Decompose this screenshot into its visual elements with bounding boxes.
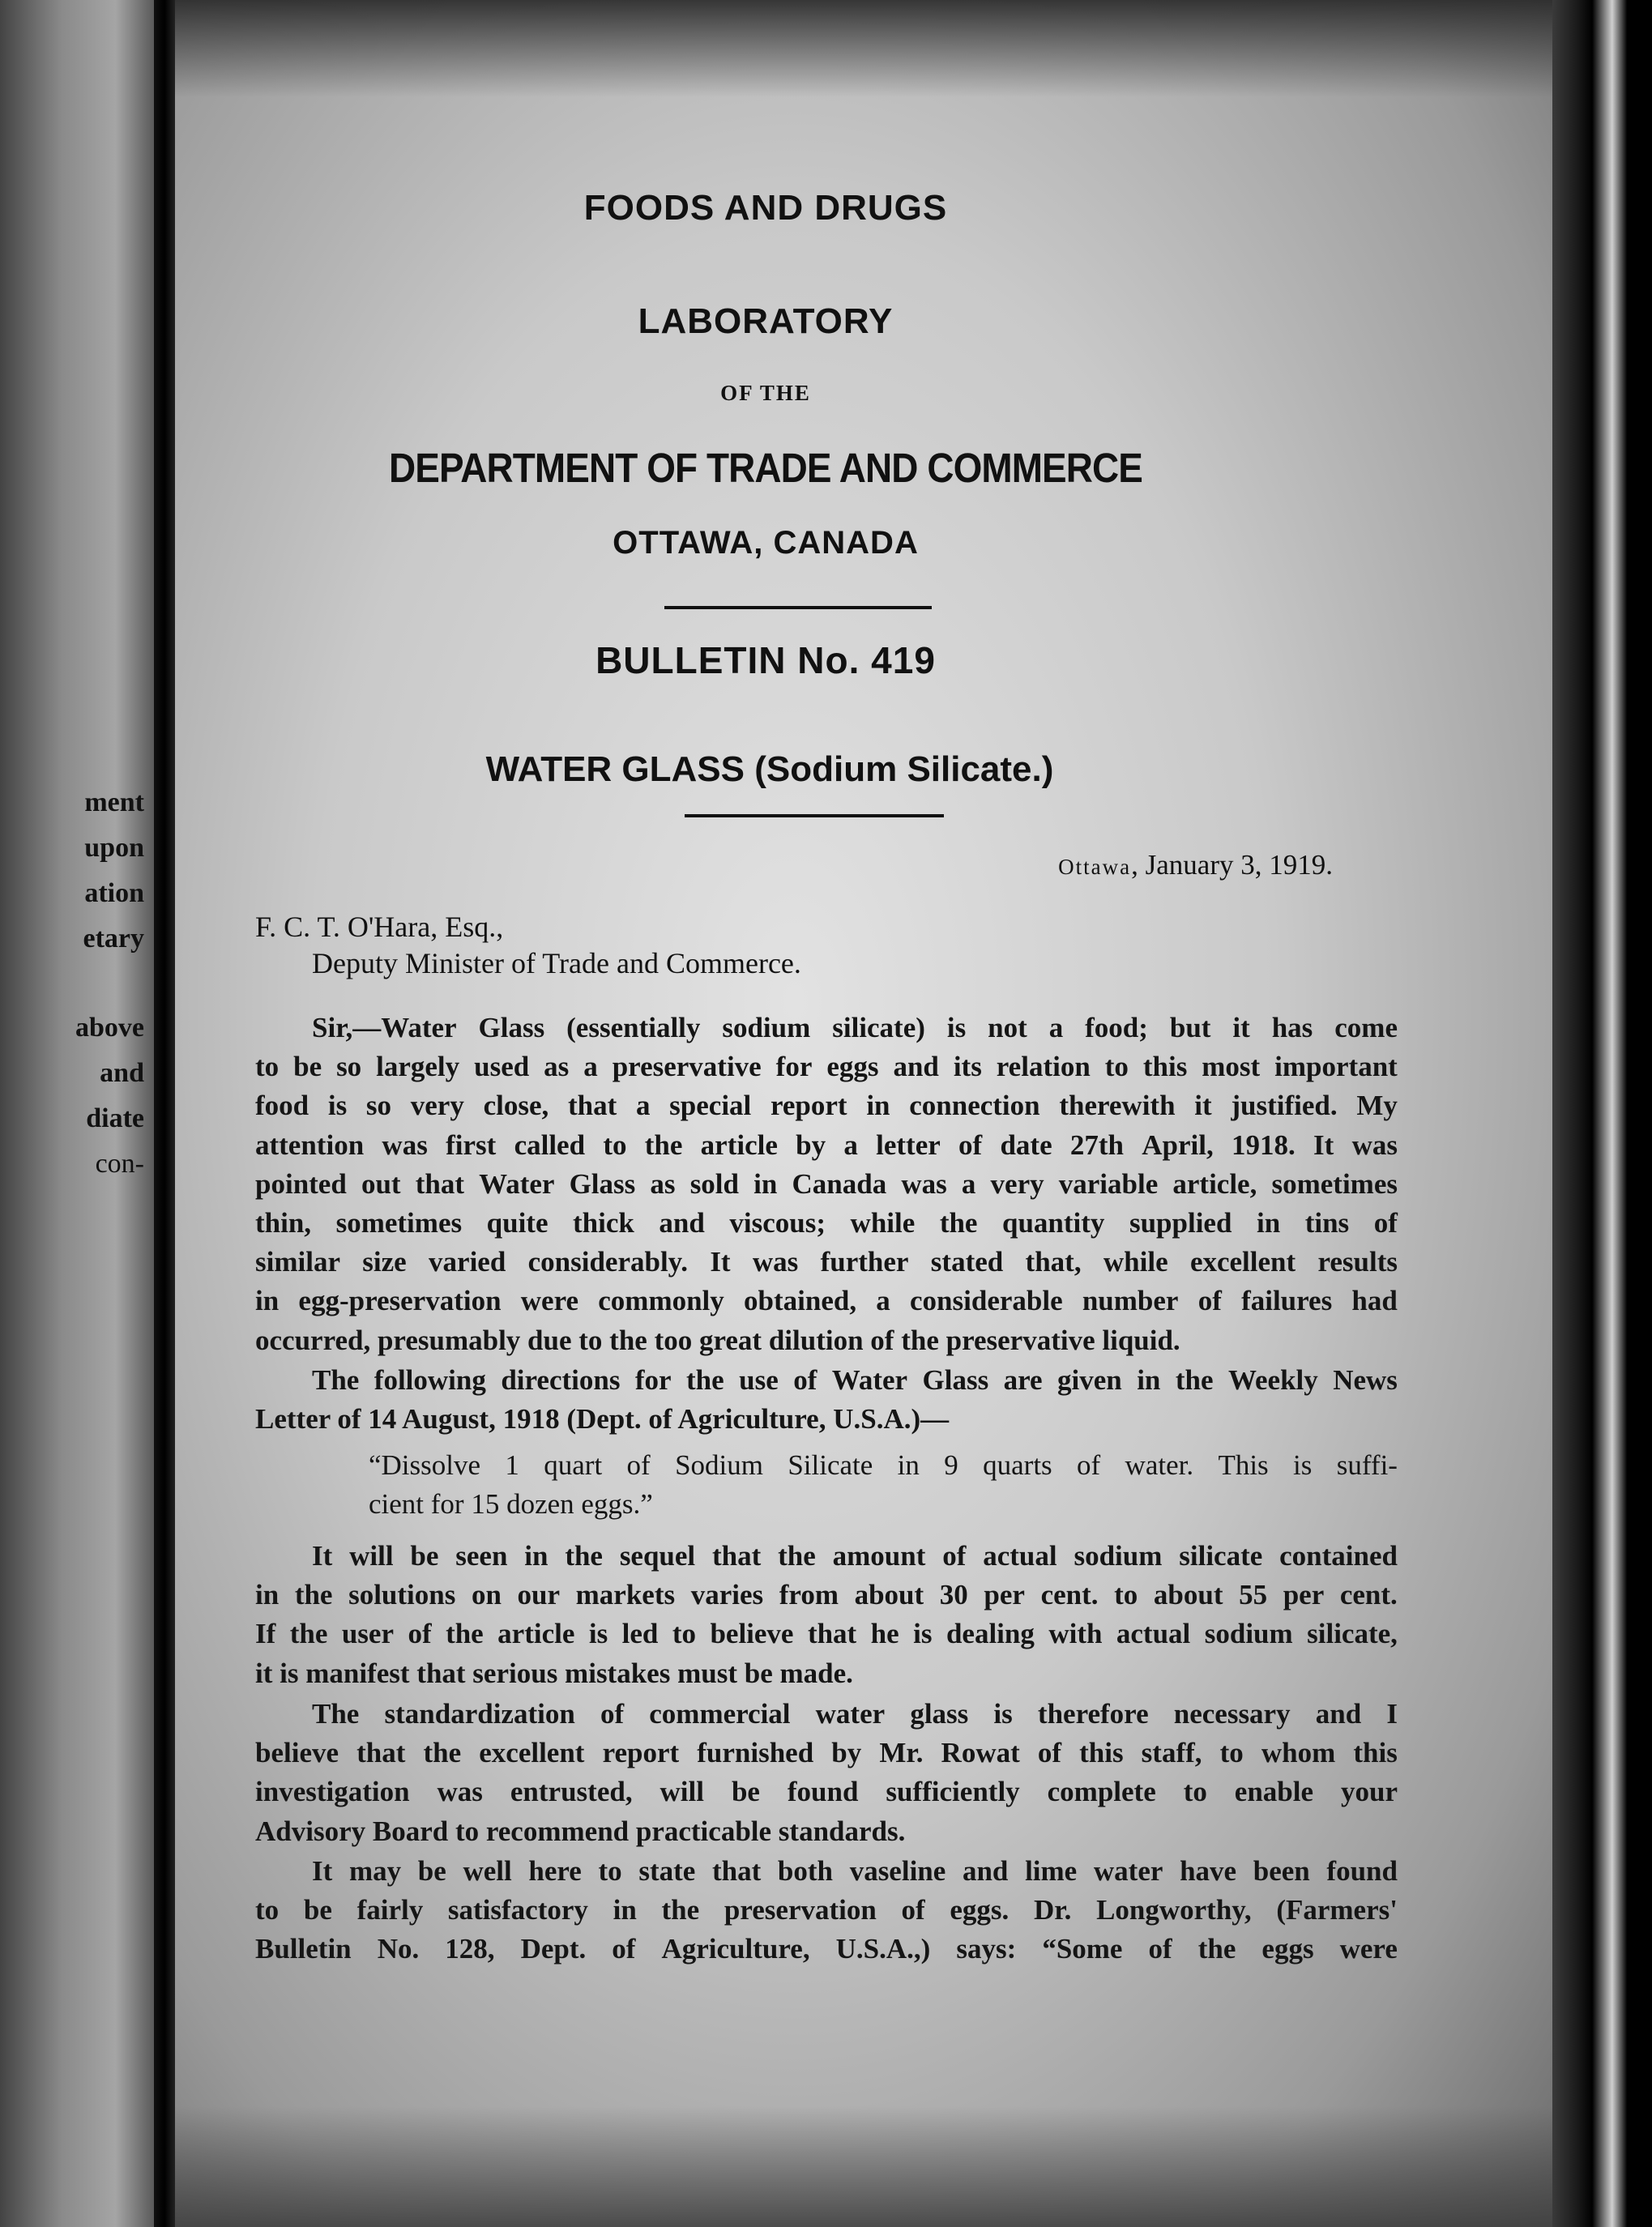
text-line: “Dissolve 1 quart of Sodium Silicate in 9 quarts of water. This is suffi- (369, 1449, 1398, 1481)
left-fragment: diate (86, 1103, 144, 1133)
heading-laboratory: LABORATORY (638, 301, 894, 341)
text-line: to be fairly satisfactory in the preservation of eggs. Dr. Longworthy, (Farmers' (255, 1894, 1398, 1926)
paragraph-3 (255, 1537, 1398, 1693)
addressee-name: F. C. T. O'Hara, Esq., (255, 911, 504, 943)
text-line: in the solutions on our markets varies from about 30 per cent. to about 55 per cent. (255, 1579, 1398, 1611)
addressee-title: Deputy Minister of Trade and Commerce. (312, 947, 801, 979)
page-right-edge (1552, 0, 1652, 2227)
text-line: occurred, presumably due to the too great dilution of the preservative liquid. (255, 1324, 1180, 1356)
text-line: in egg-preservation were commonly obtained, a considerable number of failures had (255, 1285, 1398, 1317)
page-content (255, 0, 1406, 2227)
left-fragment: upon (84, 833, 144, 863)
paragraph-4 (255, 1695, 1398, 1851)
text-line: The following directions for the use of Water Glass are given in the Weekly News (312, 1364, 1398, 1396)
text-line: to be so largely used as a preservative for eggs and its relation to this most important (255, 1051, 1398, 1083)
dateline-place: Ottawa (1058, 855, 1132, 879)
left-fragment: ment (84, 787, 144, 817)
paragraph-2 (255, 1361, 1398, 1439)
text-line: it is manifest that serious mistakes must be made. (255, 1657, 853, 1689)
text-line: If the user of the article is led to believe that he is dealing with actual sodium silicate, (255, 1618, 1398, 1650)
text-line: investigation was entrusted, will be found sufficiently complete to enable your (255, 1776, 1398, 1808)
text-line: It may be well here to state that both vaseline and lime water have been found (312, 1855, 1398, 1887)
heading-department: DEPARTMENT OF TRADE AND COMMERCE (389, 445, 1142, 491)
quotation-block (369, 1446, 1398, 1524)
text-line: Sir,—Water Glass (essentially sodium silicate) is not a food; but it has come (312, 1012, 1398, 1043)
text-line: similar size varied considerably. It was further stated that, while excellent results (255, 1246, 1398, 1278)
text-line: pointed out that Water Glass as sold in Canada was a very variable article, sometimes (255, 1167, 1398, 1200)
text-line: thin, sometimes quite thick and viscous; while the quantity supplied in tins of (255, 1206, 1398, 1239)
text-line: Letter of 14 August, 1918 (Dept. of Agriculture, U.S.A.)— (255, 1403, 950, 1436)
text-line: Advisory Board to recommend practicable standards. (255, 1815, 906, 1847)
left-fragment: above (75, 1013, 144, 1043)
left-fragment: ation (84, 878, 144, 908)
left-fragment: and (100, 1058, 144, 1088)
dateline-date: , January 3, 1919. (1131, 849, 1333, 881)
divider-rule (685, 814, 944, 817)
text-line: cient for 15 dozen eggs.” (369, 1488, 653, 1521)
heading-of-the: OF THE (720, 381, 811, 405)
text-line: food is so very close, that a special report in connection therewith it justified. My (255, 1090, 1398, 1122)
dateline (1058, 849, 1333, 881)
left-fragment: etary (83, 924, 144, 954)
text-line: attention was first called to the article by a letter of date 27th April, 1918. It was (255, 1128, 1398, 1161)
left-fragment: con- (95, 1149, 144, 1179)
bulletin-subject (194, 749, 1345, 790)
text-line: Bulletin No. 128, Dept. of Agriculture, U.S.A.,) says: “Some of the eggs were (255, 1933, 1398, 1965)
text-line: It will be seen in the sequel that the amount of actual sodium silicate contained (312, 1540, 1398, 1572)
book-gutter (154, 0, 175, 2227)
text-line: believe that the excellent report furnished by Mr. Rowat of this staff, to whom this (255, 1737, 1398, 1769)
left-page-fragments (0, 0, 154, 2227)
bulletin-number: BULLETIN No. 419 (595, 639, 936, 681)
subject-parenthetical: (Sodium Silicate.) (754, 749, 1054, 789)
paragraph-1 (255, 1009, 1398, 1360)
text-line: The standardization of commercial water glass is therefore necessary and I (312, 1698, 1398, 1730)
heading-location: OTTAWA, CANADA (613, 525, 919, 561)
heading-foods-and-drugs: FOODS AND DRUGS (583, 188, 948, 228)
paragraph-5 (255, 1852, 1398, 1969)
subject-main: WATER GLASS (485, 749, 745, 789)
divider-rule (664, 606, 932, 609)
